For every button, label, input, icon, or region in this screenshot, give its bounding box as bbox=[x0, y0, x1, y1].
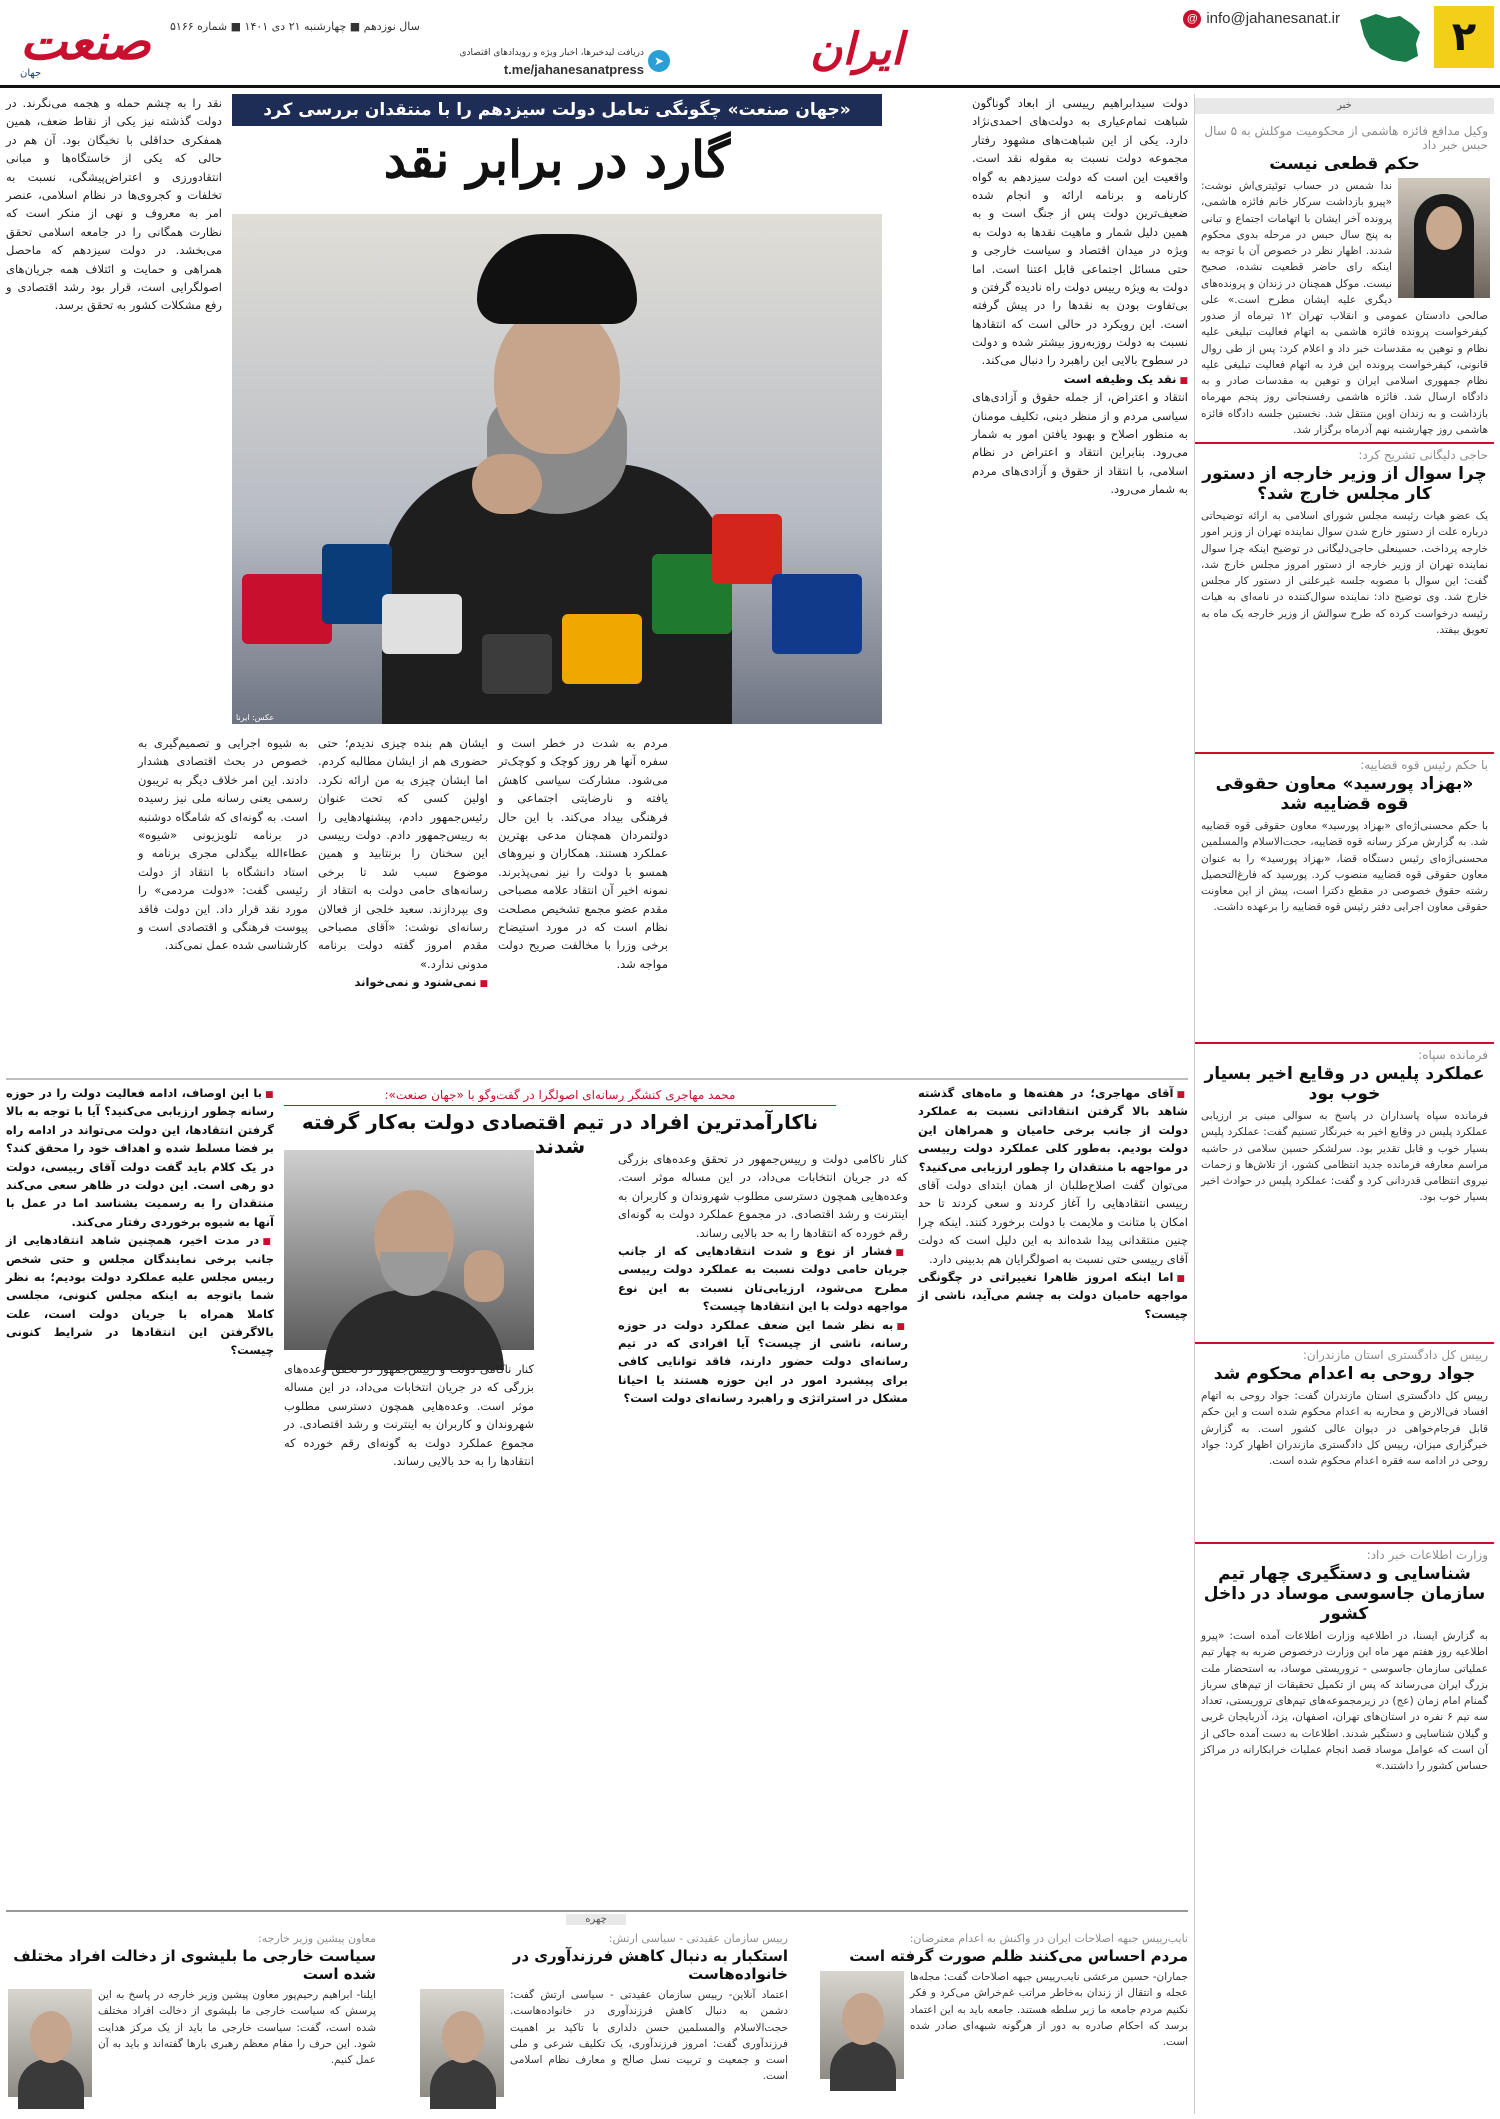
telegram-icon: ➤ bbox=[648, 50, 670, 72]
interview-question: ■ با این اوصاف، ادامه فعالیت دولت را در حوزه رسانه چطور ارزیابی می‌کنید؟ آیا با توجه به بالا گرفتن انتقادها، این دولت می‌تواند در ادامه راه بر فضا مسلط شده و اهداف خود را محقق کند؟ در یک کلام باید گفت دولت آقای رییسی، دولت دو رهی است. این دولت در ظاهر سعی می‌کند منتقدان را به رسمیت بشناسد اما در عمل با آنها به شیوه برخوردی رفتار می‌کند. bbox=[6, 1084, 274, 1231]
news-headline: حکم قطعی نیست bbox=[1269, 154, 1420, 174]
telegram-description: دریافت لیدخبرها، اخبار ویژه و رویدادهای اقتصادی bbox=[459, 48, 644, 58]
email-text[interactable]: info@jahanesanat.ir bbox=[1206, 10, 1340, 27]
telegram-link[interactable]: t.me/jahanesanatpress bbox=[503, 62, 644, 77]
box-body: اعتماد آنلاین- رییس سازمان عقیدتی - سیاسی ارتش گفت: دشمن به دنبال کاهش فرزندآوری در خانواده‌هاست. حجت‌الاسلام والمسلمین حسن دلداری با تاکید بر اهمیت فرزندآوری گفت: امروز فرزندآوری، یک تکلیف شرعی و ملی است و جمعیت و تربیت نسل صالح و معارف نظام اسلامی است. bbox=[510, 1989, 788, 2083]
section-divider bbox=[6, 1078, 1188, 1080]
article1-title: گارد در برابر نقد bbox=[383, 130, 731, 189]
article1-col1 bbox=[972, 94, 1188, 964]
box-headline: استکبار به دنبال کاهش فرزندآوری در خانواده‌هاست bbox=[512, 1947, 788, 1983]
sidebar-news-item bbox=[1195, 1042, 1494, 1336]
iran-map-icon bbox=[1354, 10, 1424, 66]
news-kicker: حاجی دلیگانی تشریح کرد: bbox=[1358, 448, 1488, 462]
news-photo bbox=[1398, 178, 1490, 298]
face-box bbox=[418, 1932, 788, 2112]
faces-section bbox=[6, 1910, 1188, 2114]
article1-photo bbox=[232, 214, 882, 724]
issue-info: سال نوزدهم ■ چهارشنبه ۲۱ دی ۱۴۰۱ ■ شماره ۵۱۶۶ bbox=[170, 20, 420, 33]
article1-kicker: «جهان صنعت» چگونگی تعامل دولت سیزدهم را با منتقدان بررسی کرد bbox=[232, 94, 882, 126]
interview-question: ■ در مدت اخیر، همچنین شاهد انتقادهایی از جانب برخی نمایندگان مجلس و حتی شخص رییس مجلس علیه عملکرد دولت بودیم؛ به نظر شما باتوجه به اینکه مجلس کنونی، مجلسی کاملا همراه با جریان دولت است، علت بالاگرفتن این انتقادها در شرایط کنونی چیست؟ bbox=[6, 1231, 274, 1360]
box-body: ایلنا- ابراهیم رحیم‌پور معاون پیشین وزیر خارجه در پاسخ به این پرسش که سیاست خارجی ما بلیشوی از دخالت افراد مختلف شده است، گفت: سیاست خارجی ما باید از یک مرکز هدایت شود. این حرف را مقام معظم رهبری بارها گفته‌اند و باید به آن عمل کنیم. bbox=[98, 1989, 376, 2067]
main-content bbox=[6, 94, 1188, 2054]
news-body: فرمانده سپاه پاسداران در پاسخ به سوالی مبنی بر ارزیابی عملکرد پلیس در وقایع اخیر به خبرنگار تسنیم گفت: عملکرد پلیس بسیار خوب و قابل تقدیر بود. سرلشکر حسین سلامی در حاشیه مراسم معارفه فرمانده جدید انتظامی کشور، از تلاش‌ها و زحمات نیروی انتظامی قدردانی کرد و گفت: عملکرد پلیس در حوادث اخیر بسیار خوب بود. bbox=[1201, 1110, 1488, 1204]
face-box bbox=[6, 1932, 376, 2112]
interview-answer: کنار ناکامی دولت و رییس‌جمهور در تحقق وعده‌های بزرگی که در جریان انتخابات می‌داد، در این مساله موثر است. وعده‌هایی همچون دسترسی مطلوب شهروندان و کاربران به اینترنت و رشد اقتصادی. در مجموع عملکرد دولت به گونه‌ای رقم خورده که انتقادها را به حد بالایی رساند. bbox=[284, 1362, 534, 1468]
article1-col3 bbox=[318, 734, 488, 1074]
news-sidebar bbox=[1194, 94, 1494, 2114]
box-kicker: معاون پیشین وزیر خارجه: bbox=[258, 1932, 376, 1945]
news-headline: عملکرد پلیس در وقایع اخیر بسیار خوب بود bbox=[1204, 1064, 1485, 1104]
news-kicker: وزارت اطلاعات خبر داد: bbox=[1366, 1548, 1488, 1562]
sidebar-news-item bbox=[1195, 1542, 1494, 1906]
sidebar-news-item bbox=[1195, 1342, 1494, 1536]
article1-col5 bbox=[6, 94, 222, 1074]
news-body: به گزارش ایسنا، در اطلاعیه وزارت اطلاعات آمده است: «پیرو اطلاعیه روز هفتم مهر ماه این وزارت درخصوص ضربه به چهار تیم عملیاتی سازمان جاسوسی - تروریستی موساد، به استحضار ملت بزرگ ایران می‌رساند که پس از تکمیل تحقیقات از تیم‌های سرباز گمنام امام زمان (عج) در زیرمجموعه‌های تیم‌های تروریستی، تعداد سه تیم ۶ نفره در استان‌های تهران، اصفهان، یزد، آذربایجان غربی و گیلان شناسایی و دستگیر شدند. اطلاعات به دست آمده حاکی از آن است که عوامل موساد قصد انجام عملیات خرابکارانه در مراکز حساس کشور را داشتند.» bbox=[1201, 1630, 1488, 1773]
article-text: ایشان هم بنده چیزی ندیدم؛ حتی حضوری هم از ایشان مطالبه کردم. اما ایشان چیزی به من ارائه نکرد. اولین کسی که تحت عنوان رئیس‌جمهور دادم، پیشنهادهایی را به رییس‌جمهور دادم. دولت رییسی این سخنان را برنتابید و همین موضوع سبب شد تا برخی رسانه‌های حامی دولت به انتقاد از وی بپردازند. سعید خلجی از فعالان رسانه‌ای نوشت: «آقای مصباحی مقدم امروز گفته دولت برنامه مدونی ندارد.» bbox=[318, 736, 488, 971]
page-header bbox=[0, 0, 1500, 88]
box-photo bbox=[820, 1971, 904, 2079]
article2-kicker: محمد مهاجری کنشگر رسانه‌ای اصولگرا در گفت‌وگو با «جهان صنعت»: bbox=[284, 1084, 836, 1106]
article-subhead: ■ نقد یک وظیفه است bbox=[972, 370, 1188, 388]
sidebar-label: خبر bbox=[1195, 98, 1494, 114]
interview-answer: کنار ناکامی دولت و رییس‌جمهور در تحقق وعده‌های بزرگی که در جریان انتخابات می‌داد، در این مساله موثر است. وعده‌هایی همچون دسترسی مطلوب شهروندان و کاربران به اینترنت و رشد اقتصادی. در مجموع عملکرد دولت به گونه‌ای رقم خورده که انتقادها را به حد بالایی رساند. bbox=[618, 1152, 908, 1240]
news-body: ندا شمس در حساب توئیتری‌اش نوشت: «پیرو بازداشت سرکار خانم فائزه هاشمی، پرونده آخر ایشان با اتهامات اجتماع و تبانی به پنج سال حبس در مرحله بدوی محکوم شدند. اظهار نظر در خصوص آن با توجه به اینکه رای حاضر قطعیت نشده، صحیح نیست. موکل همچنان در زندان و پرونده‌های دیگری علیه ایشان مطرح است.» علی صالحی دادستان عمومی و انقلاب تهران ۱۲ تیرماه از صدور کیفرخواست پرونده فائزه هاشمی به اتهام فعالیت تبلیغی علیه نظام و توهین به مقدسات خبر داد و اعلام کرد: پس از طی روال قانونی، کیفرخواست پرونده این فرد به اتهام فعالیت تبلیغی علیه نظام جمهوری اسلامی ایران و توهین به مقدسات صادر و به دادگاه ارسال شد. فائزه هاشمی رفسنجانی روز پنجم مهرماه بازداشت و به زندان اوین منتقل شد. نخستین جلسه دادگاه فائزه هاشمی روز چهارشنبه نهم آذرماه برگزار شد. bbox=[1201, 180, 1488, 436]
face-box bbox=[818, 1932, 1188, 2112]
logo-wordmark: صنعت bbox=[20, 12, 151, 71]
news-kicker: فرمانده سپاه: bbox=[1418, 1048, 1488, 1062]
article2-photo bbox=[284, 1150, 534, 1350]
article-subhead: ■ نمی‌شنود و نمی‌خواند bbox=[318, 973, 488, 991]
sidebar-news-item bbox=[1195, 120, 1494, 436]
box-kicker: نایب‌رییس جبهه اصلاحات ایران در واکنش به اعدام معترضان: bbox=[909, 1932, 1188, 1945]
email-line bbox=[1183, 10, 1340, 28]
interview-question: ■ به نظر شما این ضعف عملکرد دولت در حوزه رسانه، ناشی از چیست؟ آیا افرادی که در تیم رسانه‌ای دولت حضور دارند، فاقد توانایی کافی برای پیشبرد امور در این حوزه هستند یا احیانا مشکل در استراتژی و راهبرد رسانه‌ای دولت است؟ bbox=[618, 1316, 908, 1408]
news-headline: چرا سوال از وزیر خارجه از دستور کار مجلس خارج شد؟ bbox=[1202, 464, 1487, 504]
interview-answer: می‌توان گفت اصلاح‌طلبان از همان ابتدای دولت آقای رییسی انتقادهایی را آغاز کردند و سعی کردند تا حد امکان با متانت و ملایمت با دولت برخورد کنند. اینکه چرا چنین منتقدانی پیدا شده‌اند به این دلیل است که دولت آقای رییسی حتی نسبت به اصولگرایان هم بدبینی دارد. bbox=[918, 1177, 1188, 1266]
logo-sub: جهان bbox=[20, 68, 42, 79]
news-body: رییس کل دادگستری استان مازندران گفت: جواد روحی به اتهام افساد فی‌الارض و محاربه به اعدام محکوم شده است و این حکم قابل فرجام‌خواهی در دیوان عالی کشور است. به گزارش خبرگزاری میزان، رییس کل دادگستری مازندران اظهار کرد: جواد روحی در ادامه سه فقره اعدام محکوم شده است. bbox=[1201, 1390, 1488, 1468]
news-kicker: با حکم رئیس قوه قضاییه: bbox=[1360, 758, 1488, 772]
article-text: انتقاد و اعتراض، از جمله حقوق و آزادی‌های سیاسی مردم و از منظر دینی، تکلیف مومنان به منظور اصلاح و بهبود یافتن امور به شمار می‌رود. بنابراین انتقاد و اعتراض در نظام اسلامی، با انتقاد از حقوق و آزادی‌های مردم به شمار می‌رود. bbox=[972, 390, 1188, 497]
box-body: جماران- حسین مرعشی نایب‌رییس جبهه اصلاحات گفت: مجله‌ها عجله و انتقال از زندان به‌خاطر مراتب غم‌خراش می‌کرد و فکر نکنیم مردم جامعه ما زیر سلطه هستند. جامعه باید به این اعتماد برسد که احکام صادره به دور از هرگونه شبهه‌ای صادر شده است. bbox=[910, 1971, 1188, 2049]
article2-col-left bbox=[6, 1084, 274, 1994]
article-text: دولت سیدابراهیم رییسی از ابعاد گوناگون شباهت تمام‌عیاری به دولت‌های احمدی‌نژاد دارد. یکی از این شباهت‌های مشهود رفتار مجموعه دولت نسبت به مقوله نقد است. واقعیت این است که دولت سیزدهم به گواه کارنامه و برنامه ارائه و انجام شده ضعیف‌ترین دولت پس از جنگ است و به همین دلیل شمار و ماهیت نقدها به دولت به ویژه در میدان اقتصاد و سیاست خارجی و حتی مسائل اجتماعی قابل اعتنا است. اما دولت به ویژه رییس دولت راه نادیده گرفتن و بی‌تفاوت بودن به نقدها را در پیش گرفته است. این رویکرد در حالی است که انتقادها نسبت به دولت روزبه‌روز بیشتر شده و دولت در سطوح بالایی این راهبرد را دنبال می‌کند. bbox=[972, 96, 1188, 368]
news-headline: شناسایی و دستگیری چهار تیم سازمان جاسوسی موساد در داخل کشور bbox=[1203, 1564, 1486, 1624]
interview-question: ■ فشار از نوع و شدت انتقادهایی که از جانب جریان حامی دولت نسبت به عملکرد دولت رییسی مطرح می‌شود، ارزیابی‌تان نسبت به این نوع مواجهه دولت با این انتقادها چیست؟ bbox=[618, 1242, 908, 1316]
article-text: به شیوه اجرایی و تصمیم‌گیری به خصوص در بحث اقتصادی هشدار دادند. این امر خلاف دیگر به تریبون رسمی یعنی رسانه ملی نیز رسیده است. به گونه‌ای که شامگاه دوشنبه در برنامه تلویزیونی «شیوه» عطاءالله بیگدلی مجری برنامه و استاد دانشگاه با انتقاد از دولت رئیسی گفت: «دولت مردمی» را مورد نقد قرار داد. این دولت فاقد پیوست فرهنگی و اقتصادی است و کارشناسی شده عمل نمی‌کند. bbox=[138, 736, 308, 953]
interview-question: ■ اما اینکه امروز ظاهرا تغییراتی در چگونگی مواجهه حامیان دولت به چشم می‌آید، ناشی از چیست؟ bbox=[918, 1268, 1188, 1323]
box-headline: مردم احساس می‌کنند ظلم صورت گرفته است bbox=[849, 1947, 1188, 1965]
box-kicker: رییس سازمان عقیدتی - سیاسی ارتش: bbox=[608, 1932, 788, 1945]
masthead-logo bbox=[8, 8, 158, 84]
photo-credit: عکس: ایرنا bbox=[236, 713, 275, 722]
faces-label: چهره bbox=[566, 1914, 626, 1925]
article1-col2 bbox=[498, 734, 668, 1074]
article2-col-right bbox=[918, 1084, 1188, 1994]
news-kicker: رییس کل دادگستری استان مازندران: bbox=[1302, 1348, 1488, 1362]
sidebar-news-item bbox=[1195, 442, 1494, 746]
sidebar-news-item bbox=[1195, 752, 1494, 1036]
article-text: مردم به شدت در خطر است و سفره آنها هر روز کوچک و کوچک‌تر می‌شود. مشارکت سیاسی کاهش یافته و نارضایتی اجتماعی و فرهنگی بیداد می‌کند. با این حال دولتمردان همچنان مدعی بهترین عملکرد هستند. همکاران و نیروهای همسو با دولت را نیز نمی‌پذیرند. نمونه اخیر آن انتقاد علامه مصباحی مقدم عضو مجمع تشخیص مصلحت نظام است که در مورد استیضاح برخی وزرا با مخالفت صریح دولت مواجه شد. bbox=[498, 736, 668, 971]
interview-question: ■ آقای مهاجری؛ در هفته‌ها و ماه‌های گذشته شاهد بالا گرفتن انتقاداتی نسبت به عملکرد دولت از جانب برخی حامیان و همراهان این دولت بودیم. به‌طور کلی عملکرد دولت رییسی در مواجهه با منتقدان را چطور ارزیابی می‌کنید؟ bbox=[918, 1084, 1188, 1176]
news-kicker: وکیل مدافع فائزه هاشمی از محکومیت موکلش به ۵ سال حبس خبر داد bbox=[1204, 124, 1488, 152]
email-icon: @ bbox=[1183, 10, 1201, 28]
news-headline: «بهزاد پورسید» معاون حقوقی قوه قضاییه شد bbox=[1215, 774, 1474, 814]
box-photo bbox=[8, 1989, 92, 2097]
section-title: ایران bbox=[810, 24, 904, 75]
article2-col-mid bbox=[618, 1150, 908, 1994]
news-body: با حکم محسنی‌اژه‌ای «بهزاد پورسید» معاون حقوقی قوه قضاییه شد. به گزارش مرکز رسانه قوه قضاییه، حجت‌الاسلام والمسلمین محسنی‌اژه‌ای رئیس دستگاه قضا، «بهزاد پورسید» را به عنوان معاون حقوقی قوه قضاییه منصوب کرد. پورسید که فارغ‌التحصیل رشته حقوق خصوصی در مقطع دکترا است، پیش از این معاونت حقوقی معاون اجرایی دفتر رئیس قوه قضاییه را برعهده داشت. bbox=[1201, 820, 1488, 914]
page-number: ۲ bbox=[1434, 6, 1494, 68]
article2-col-photo bbox=[284, 1360, 534, 1994]
telegram-promo[interactable] bbox=[459, 46, 670, 82]
article2-title: ناکارآمدترین افراد در تیم اقتصادی دولت به‌کار گرفته شدند bbox=[301, 1110, 819, 1158]
news-headline: جواد روحی به اعدام محکوم شد bbox=[1213, 1364, 1476, 1384]
box-photo bbox=[420, 1989, 504, 2097]
box-headline: سیاست خارجی ما بلیشوی از دخالت افراد مختلف شده است bbox=[13, 1947, 376, 1983]
article-text: نقد را به چشم حمله و هجمه می‌نگرند. در دولت گذشته نیز یکی از نقاط ضعف، همین همفکری حداقلی با نخبگان بود. آن هم در حالی که یکی از خاستگاه‌ها و مبانی انتقادورزی و اعتراض‌پیشگی، نسبت به تخلفات و کجروی‌ها در نظام اسلامی، عنصر امر به معروف و نهی از منکر است که نظارت همگانی را در جامعه اسلامی تحقق می‌بخشد. در دولت سیزدهم که ماحصل همراهی و حمایت و ائتلاف همه جریان‌های اصولگرایی است، قرار بود رشد اقتصادی و رفع مشکلات کشور به تحقق برسد. bbox=[6, 96, 222, 313]
news-body: یک عضو هیات رئیسه مجلس شورای اسلامی به ارائه توضیحاتی درباره علت از دستور خارج شدن سوال نماینده تهران از وزیر امور خارجه پرداخت. حسینعلی حاجی‌دلیگانی در توضیح اینکه چرا سوال نماینده تهران از وزیر خارجه از دستور امروز مجلس خارج شد، گفت: این سوال با مصوبه جلسه غیرعلنی از دستور کار مجلس خارج شد. وی توضیح داد: نماینده سوال‌کننده در نامه‌ای به هیات رئیسه درخواست کرده که طرح سوالش از وزیر خارجه یک ماه به تعویق بیفتد. bbox=[1201, 510, 1488, 636]
